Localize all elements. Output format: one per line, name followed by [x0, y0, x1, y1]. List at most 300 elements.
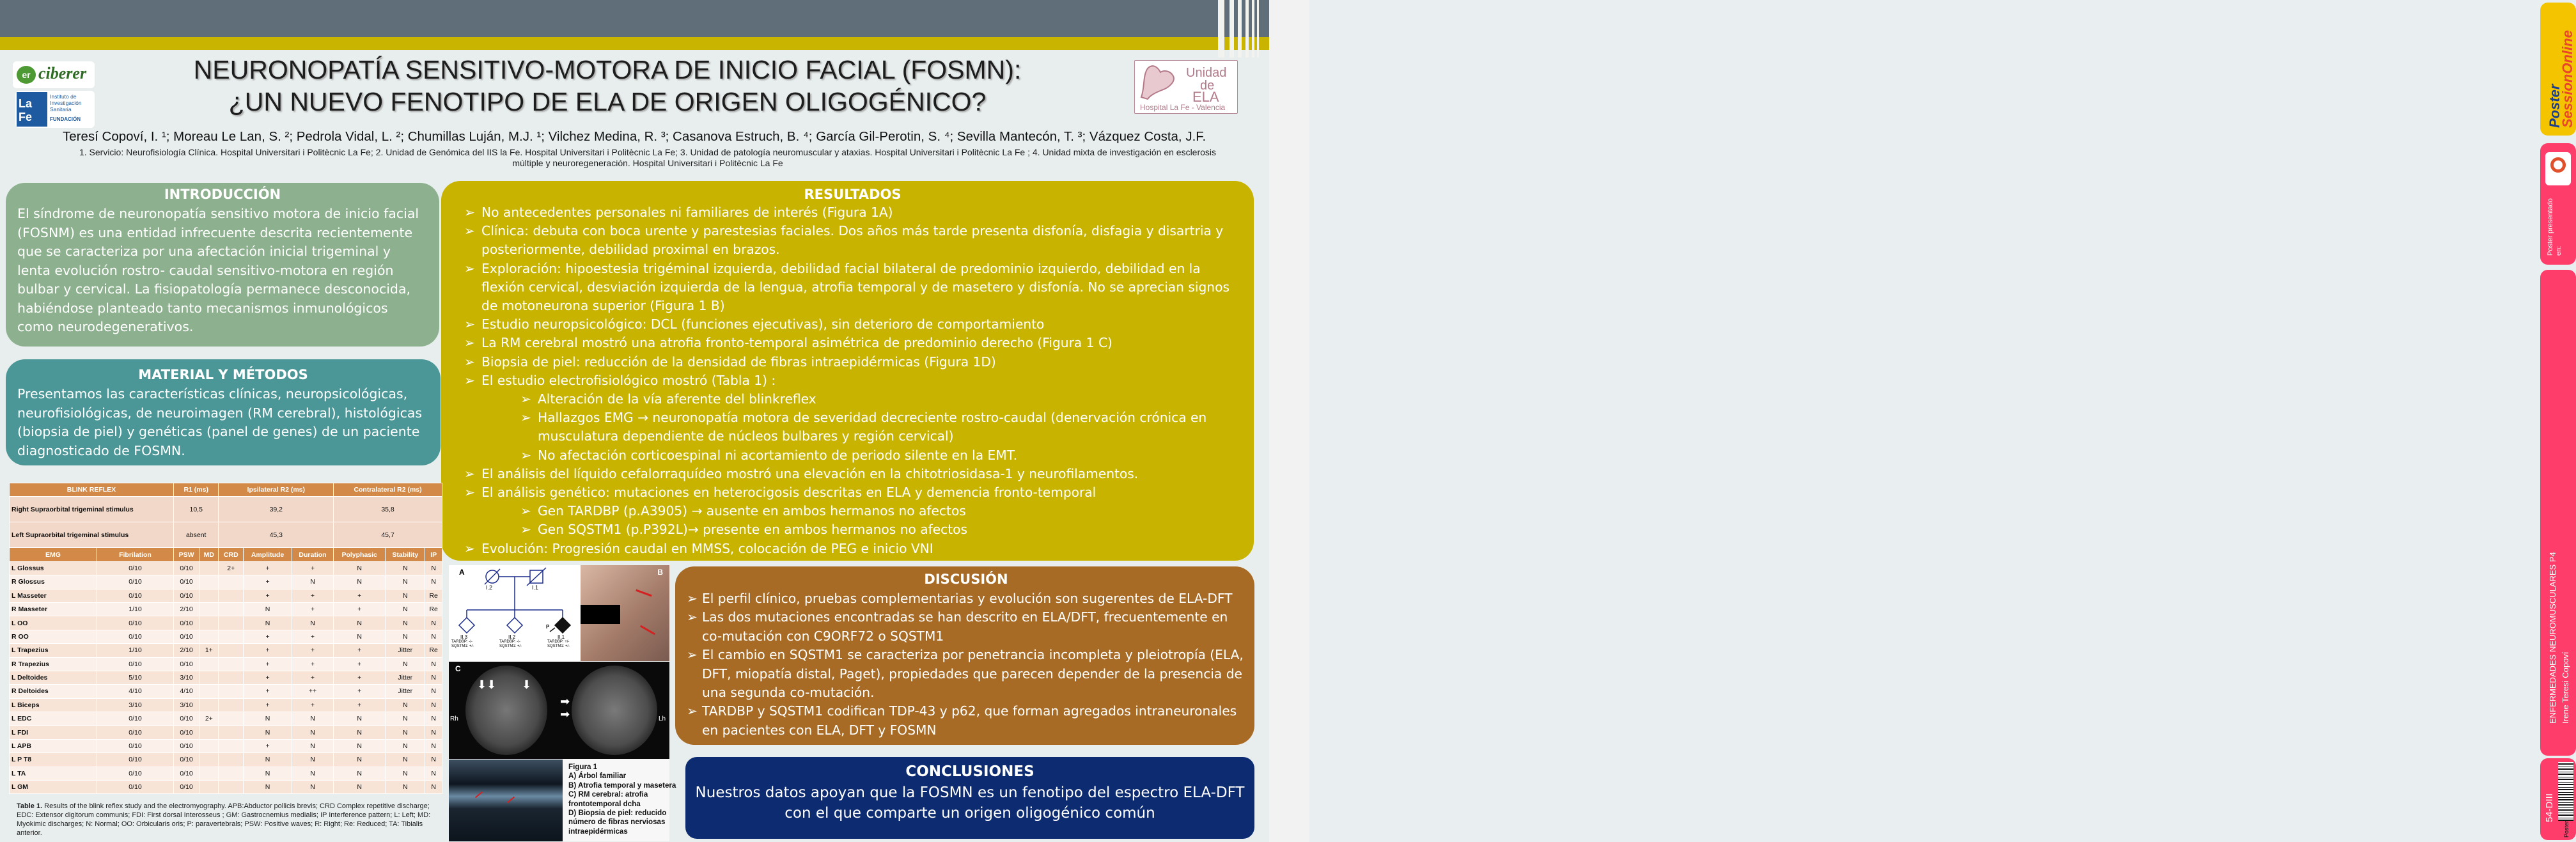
pedigree-i1: I.1: [532, 584, 539, 591]
table-cell: [199, 616, 219, 630]
results-subitem: ➢ Gen SQSTM1 (p.P392L)→ presente en ambos hermanos no afectos: [520, 520, 1241, 539]
blink-header-row: [10, 483, 442, 497]
discussion-item: ➢ El perfil clínico, pruebas complementarias y evolución son sugerentes de ELA-DFT: [687, 589, 1245, 608]
table-cell: 35,8: [334, 497, 442, 522]
table-cell: 45,3: [219, 522, 334, 548]
table-cell: +: [292, 589, 333, 602]
table-cell: L Glossus: [10, 561, 97, 575]
unidad-ela-hospital: Hospital La Fe - Valencia: [1140, 103, 1226, 112]
table-cell: 0/10: [97, 630, 173, 643]
authors: Teresí Copoví, I. ¹; Moreau Le Lan, S. ²; Pedrola Vidal, L. ²; Chumillas Luján, M.J. ¹; Vilchez Medina, R. ³; Casanova Estruch, B. ⁴; García Gil-Perotin, S. ⁴; Sevilla Mantecón, T. ³; Vázquez Costa, J.F.: [63, 129, 1206, 144]
table-header-cell: IP: [425, 548, 442, 561]
table-cell: N: [386, 698, 425, 712]
table-cell: N: [425, 616, 442, 630]
table-cell: [199, 685, 219, 698]
table-cell: N: [292, 739, 333, 752]
table-cell: N: [425, 698, 442, 712]
table-cell: N: [425, 685, 442, 698]
table-cell: [219, 685, 244, 698]
results-table: [9, 483, 442, 794]
table-cell: [199, 575, 219, 589]
table-cell: N: [425, 739, 442, 752]
table-cell: N: [244, 712, 292, 726]
top-banner: [0, 0, 1269, 37]
emg-row: [10, 561, 442, 575]
table-cell: +: [334, 671, 386, 684]
table-cell: N: [292, 781, 333, 794]
table-cell: N: [334, 753, 386, 767]
emg-row: [10, 575, 442, 589]
table-cell: [199, 753, 219, 767]
table-cell: 0/10: [173, 575, 199, 589]
mri-arrow-icon: ➡: [560, 708, 570, 721]
table-cell: N: [292, 712, 333, 726]
mri-panel: [449, 662, 669, 759]
banner-bar: [1238, 0, 1242, 58]
table-cell: N: [292, 726, 333, 739]
table-cell: N: [292, 767, 333, 780]
figure-caption-line: C) RM cerebral: atrofia frontotemporal dcha: [568, 790, 648, 808]
table-cell: [219, 726, 244, 739]
mri-right-image: [572, 666, 657, 755]
discussion-item: ➢ TARDBP y SQSTM1 codifican TDP-43 y p62, que forman agregados intraneuronales en pacientes con ELA, DFT y FOSMN: [687, 702, 1245, 740]
mri-arrow-icon: ⬇: [522, 678, 532, 691]
table-cell: N: [334, 712, 386, 726]
banner-bar: [1218, 0, 1224, 58]
table-cell: L Deltoides: [10, 671, 97, 684]
table-cell: +: [244, 739, 292, 752]
table-cell: N: [425, 630, 442, 643]
poster-title-line1: NEURONOPATÍA SENSITIVO-MOTORA DE INICIO FACIAL (FOSMN):: [193, 55, 1022, 84]
emg-row: [10, 739, 442, 752]
table-cell: N: [425, 781, 442, 794]
table-cell: N: [334, 739, 386, 752]
mri-left-label: Rh: [450, 715, 458, 722]
table-cell: L P T8: [10, 753, 97, 767]
table-cell: 3/10: [97, 698, 173, 712]
banner-bar: [1229, 0, 1234, 58]
table-cell: N: [386, 726, 425, 739]
table-cell: N: [425, 561, 442, 575]
table-cell: N: [425, 657, 442, 671]
table-cell: N: [386, 630, 425, 643]
figure-caption: [568, 763, 677, 836]
table-cell: L Biceps: [10, 698, 97, 712]
emg-row: [10, 671, 442, 684]
emg-row: [10, 630, 442, 643]
discussion-item: ➢ Las dos mutaciones encontradas se han descrito en ELA/DFT, frecuentemente en co-mutación con C9ORF72 o SQSTM1: [687, 608, 1245, 646]
table-cell: L EDC: [10, 712, 97, 726]
emg-row: [10, 616, 442, 630]
table-cell: +: [244, 644, 292, 657]
table-cell: 0/10: [173, 753, 199, 767]
table-cell: [199, 739, 219, 752]
table-cell: N: [244, 726, 292, 739]
emg-row: [10, 726, 442, 739]
table-caption-label: Table 1.: [17, 802, 43, 810]
table-cell: N: [425, 712, 442, 726]
table-header-cell: BLINK REFLEX: [10, 483, 174, 497]
table-cell: 5/10: [97, 671, 173, 684]
table-cell: 0/10: [173, 739, 199, 752]
table-cell: 0/10: [97, 726, 173, 739]
table-cell: N: [386, 602, 425, 616]
sidebar-brand-poster: Poster: [2547, 84, 2563, 128]
table-cell: +: [244, 630, 292, 643]
table-header-cell: Stability: [386, 548, 425, 561]
sidebar-code-text: 54-DIII: [2544, 793, 2555, 822]
ciberer-logo: [13, 61, 95, 88]
table-cell: Re: [425, 589, 442, 602]
table-header-cell: PSW: [173, 548, 199, 561]
poster: [0, 0, 1269, 842]
barcode: [2558, 762, 2573, 821]
table-cell: L APB: [10, 739, 97, 752]
table-cell: 0/10: [97, 561, 173, 575]
table-cell: +: [292, 644, 333, 657]
sidebar-code: [2540, 758, 2576, 840]
sidebar-brand: [2540, 3, 2576, 136]
discussion-heading: DISCUSIÓN: [924, 572, 1008, 587]
table-header-cell: Ipsilateral R2 (ms): [219, 483, 334, 497]
results-item: ➢ Clínica: debuta con boca urente y parestesias faciales. Dos años más tarde presenta disfonía, disfagia y disartria y posteriormente, debilidad proximal en brazos.: [464, 222, 1241, 259]
pedigree-ii1: II.1: [558, 634, 565, 640]
sidebar-presented: [2540, 143, 2576, 265]
table-cell: L Trapezius: [10, 644, 97, 657]
table-caption: [17, 802, 439, 838]
table-cell: N: [425, 767, 442, 780]
table-cell: N: [244, 616, 292, 630]
table-cell: N: [386, 767, 425, 780]
emg-row: [10, 781, 442, 794]
table-cell: Right Supraorbital trigeminal stimulus: [10, 497, 174, 522]
conclusions-heading: CONCLUSIONES: [905, 763, 1034, 780]
barcode-label: Poster: [2563, 820, 2570, 838]
table-cell: [219, 739, 244, 752]
table-cell: [199, 589, 219, 602]
table-cell: 10,5: [173, 497, 219, 522]
table-cell: 0/10: [97, 739, 173, 752]
banner-bar: [1257, 0, 1259, 58]
figure-label-b: B: [657, 568, 663, 577]
table-cell: Re: [425, 602, 442, 616]
hand-logo-icon: [1136, 62, 1181, 102]
table-cell: 0/10: [173, 657, 199, 671]
table-cell: N: [292, 575, 333, 589]
table-cell: N: [425, 726, 442, 739]
table-cell: +: [334, 698, 386, 712]
figure-caption-title: Figura 1: [568, 763, 598, 771]
results-subitem: ➢ Hallazgos EMG → neuronopatía motora de severidad decreciente rostro-caudal (denervación crónica en musculatura dependiente de núcleos bulbares y región cervical): [520, 409, 1241, 446]
table-cell: +: [334, 644, 386, 657]
biopsy-arrow-icon: [507, 797, 515, 804]
table-cell: N: [386, 739, 425, 752]
table-cell: [219, 781, 244, 794]
table-cell: +: [244, 671, 292, 684]
blink-row: [10, 522, 442, 548]
table-cell: Left Supraorbital trigeminal stimulus: [10, 522, 174, 548]
table-cell: 2+: [199, 712, 219, 726]
table-cell: 0/10: [97, 616, 173, 630]
table-cell: R Deltoides: [10, 685, 97, 698]
discussion-list: [687, 589, 1245, 740]
table-cell: L GM: [10, 781, 97, 794]
table-cell: [219, 767, 244, 780]
table-cell: [219, 657, 244, 671]
figure-caption-line: A) Árbol familiar: [568, 772, 627, 781]
table-cell: 1/10: [97, 602, 173, 616]
table-cell: +: [292, 602, 333, 616]
table-cell: [199, 657, 219, 671]
banner-bar: [1245, 0, 1249, 58]
introduction-text: El síndrome de neuronopatía sensitivo motora de inicio facial (FOSNM) es una entidad infrecuente descrita recientemente que se caracteriza por una afectación inicial trigeminal y lenta evolución rostro- caudal sensitivo-motora en región bulbar y cervical. La fisiopatología permanece desconocida, habiéndose planteado tanto mecanismos inmunológicos como neurodegenerativos.: [17, 206, 419, 334]
table-cell: 1+: [199, 644, 219, 657]
table-cell: 2/10: [173, 644, 199, 657]
table-cell: +: [244, 561, 292, 575]
table-header-cell: Polyphasic: [334, 548, 386, 561]
table-cell: 1/10: [97, 644, 173, 657]
congress-logo-icon: [2550, 157, 2566, 173]
pedigree-ii2: II.2: [508, 634, 516, 640]
table-cell: N: [244, 767, 292, 780]
results-list: [464, 203, 1241, 558]
results-item: ➢ Biopsia de piel: reducción de la densidad de fibras intraepidérmicas (Figura 1D): [464, 353, 1241, 371]
table-cell: 3/10: [173, 671, 199, 684]
table-cell: N: [292, 753, 333, 767]
patient-photo: [581, 565, 669, 661]
table-cell: [199, 698, 219, 712]
table-cell: N: [425, 671, 442, 684]
pedigree-i2: I.2: [486, 584, 493, 591]
table-cell: N: [386, 753, 425, 767]
table-cell: N: [386, 657, 425, 671]
table-header-cell: Duration: [292, 548, 333, 561]
table-cell: +: [334, 589, 386, 602]
table-header-cell: R1 (ms): [173, 483, 219, 497]
introduction-panel: [6, 183, 439, 347]
table-cell: N: [386, 561, 425, 575]
table-cell: [219, 575, 244, 589]
table-cell: 45,7: [334, 522, 442, 548]
table-cell: [219, 602, 244, 616]
table-cell: N: [244, 602, 292, 616]
emg-row: [10, 753, 442, 767]
congress-logo: [2545, 152, 2571, 185]
lafe-logo-mark: La Fe: [17, 92, 47, 127]
table-cell: [199, 726, 219, 739]
table-cell: N: [386, 781, 425, 794]
methods-text: Presentamos las características clínicas, neuropsicológicas, neurofisiológicas, de neuroimagen (RM cerebral), histológicas (biopsia de piel) y genéticas (panel de genes) de un paciente diagnosticado de FOSMN.: [17, 386, 423, 458]
pedigree-ii1-genotype: TARDBP: +/- SQSTM1: +/-: [547, 640, 570, 648]
table-cell: 39,2: [219, 497, 334, 522]
table-header-cell: Contralateral R2 (ms): [334, 483, 442, 497]
table-cell: N: [334, 575, 386, 589]
table-cell: 0/10: [97, 589, 173, 602]
table-cell: +: [244, 698, 292, 712]
table-cell: +: [244, 657, 292, 671]
table-cell: [199, 781, 219, 794]
results-item: ➢ Evolución: Progresión caudal en MMSS, colocación de PEG e inicio VNI: [464, 540, 1241, 558]
sidebar-category-text: ENFERMEDADES NEUROMUSCULARES P4: [2548, 552, 2557, 724]
pedigree-ii3-genotype: TARDBP: -/- SQSTM1: +/-: [451, 640, 474, 648]
emg-row: [10, 698, 442, 712]
conclusions-panel: [685, 757, 1254, 839]
table-header-cell: CRD: [219, 548, 244, 561]
photo-arrow-icon: [640, 625, 655, 635]
emg-row: [10, 685, 442, 698]
table-cell: L Masseter: [10, 589, 97, 602]
poster-title-line2: ¿UN NUEVO FENOTIPO DE ELA DE ORIGEN OLIGOGÉNICO?: [228, 87, 987, 116]
table-cell: N: [334, 767, 386, 780]
emg-row: [10, 589, 442, 602]
table-cell: N: [386, 589, 425, 602]
sidebar-category: [2540, 270, 2576, 756]
table-cell: +: [292, 698, 333, 712]
sidebar-author: Irene Teresi Copoví: [2561, 651, 2570, 724]
table-cell: N: [334, 616, 386, 630]
figure-caption-line: B) Atrofia temporal y masetera: [568, 781, 676, 790]
poster-session-sidebar: [1269, 0, 2575, 842]
unidad-ela-line3: ELA: [1192, 89, 1219, 105]
table-cell: R OO: [10, 630, 97, 643]
results-subitem: ➢ Gen TARDBP (p.A3905) → ausente en ambos hermanos no afectos: [520, 502, 1241, 520]
table-cell: Jitter: [386, 644, 425, 657]
table-cell: 4/10: [97, 685, 173, 698]
figure-caption-line: D) Biopsia de piel: reducido número de fibras nerviosas intraepidérmicas: [568, 809, 667, 836]
mri-right-label: Lh: [659, 715, 666, 722]
unidad-ela-logo: [1134, 60, 1238, 114]
sidebar-brand-session: SessionOnline: [2559, 30, 2575, 128]
table-cell: N: [244, 781, 292, 794]
table-cell: +: [292, 657, 333, 671]
results-item: ➢ No antecedentes personales ni familiares de interés (Figura 1A): [464, 203, 1241, 222]
table-cell: 0/10: [97, 657, 173, 671]
table-cell: 2+: [219, 561, 244, 575]
skin-biopsy-image: [449, 760, 563, 841]
eye-censor-bar: [581, 605, 620, 624]
pedigree-proband: P: [546, 624, 550, 630]
mri-arrow-icon: ➡: [560, 695, 570, 708]
table-cell: N: [425, 753, 442, 767]
emg-row: [10, 657, 442, 671]
table-cell: 0/10: [173, 589, 199, 602]
pedigree-panel: [449, 565, 581, 661]
table-cell: +: [292, 561, 333, 575]
table-cell: 0/10: [173, 781, 199, 794]
table-cell: N: [334, 726, 386, 739]
methods-heading: MATERIAL Y MÉTODOS: [138, 367, 308, 382]
table-cell: 0/10: [173, 561, 199, 575]
table-cell: 0/10: [97, 767, 173, 780]
mri-arrow-icon: ⬇⬇: [477, 678, 497, 691]
top-stripe: [0, 37, 1269, 50]
lafe-logo-subtitle: Instituto de Investigación Sanitaria: [50, 93, 82, 113]
table-cell: N: [292, 616, 333, 630]
table-cell: [199, 561, 219, 575]
table-cell: N: [386, 575, 425, 589]
ciberer-logo-mark: er: [17, 66, 36, 84]
table-cell: L OO: [10, 616, 97, 630]
table-cell: 4/10: [173, 685, 199, 698]
table-cell: 0/10: [97, 753, 173, 767]
table-cell: [219, 671, 244, 684]
table-cell: +: [244, 575, 292, 589]
table-cell: +: [292, 630, 333, 643]
table-cell: [219, 644, 244, 657]
results-item: ➢ El análisis genético: mutaciones en heterocigosis descritas en ELA y demencia fronto-temporal: [464, 483, 1241, 502]
table-cell: [219, 616, 244, 630]
table-header-cell: Fibrilation: [97, 548, 173, 561]
table-header-cell: Amplitude: [244, 548, 292, 561]
table-cell: Re: [425, 644, 442, 657]
table-cell: N: [386, 616, 425, 630]
conclusions-text: Nuestros datos apoyan que la FOSMN es un fenotipo del espectro ELA-DFT con el que comparte un origen oligogénico común: [695, 784, 1245, 822]
table-cell: +: [292, 671, 333, 684]
table-cell: [219, 698, 244, 712]
emg-row: [10, 602, 442, 616]
results-heading: RESULTADOS: [804, 187, 902, 202]
table-cell: 0/10: [173, 712, 199, 726]
table-cell: absent: [173, 522, 219, 548]
blink-row: [10, 497, 442, 522]
discussion-panel: [675, 566, 1254, 745]
emg-row: [10, 767, 442, 780]
results-subitem: ➢ No afectación corticoespinal ni acortamiento de periodo silente en la EMT.: [520, 446, 1241, 465]
unidad-ela-line1: Unidad: [1186, 66, 1227, 80]
table-cell: R Trapezius: [10, 657, 97, 671]
table-cell: N: [334, 630, 386, 643]
table-cell: 0/10: [173, 767, 199, 780]
unidad-ela-line2: de: [1200, 79, 1215, 93]
table-cell: 3/10: [173, 698, 199, 712]
pedigree-ii3: II.3: [460, 634, 468, 640]
lafe-logo-foundation: FUNDACIÓN: [50, 116, 81, 122]
table-cell: 0/10: [97, 575, 173, 589]
figure-label-a: A: [459, 568, 465, 577]
table-cell: R Masseter: [10, 602, 97, 616]
table-header-cell: EMG: [10, 548, 97, 561]
lafe-logo: [15, 91, 95, 128]
table-cell: N: [334, 781, 386, 794]
emg-row: [10, 712, 442, 726]
table-header-cell: MD: [199, 548, 219, 561]
pedigree-ii2-genotype: TARDBP: -/- SQSTM1: +/-: [499, 640, 522, 648]
table-cell: 2/10: [173, 602, 199, 616]
discussion-item: ➢ El cambio en SQSTM1 se caracteriza por penetrancia incompleta y pleiotropía (ELA, DFT, miopatía distal, Paget), propiedades que parecen depender de la presencia de una segunda co-mutación.: [687, 646, 1245, 702]
results-subitem: ➢ Alteración de la vía aferente del blinkreflex: [520, 390, 1241, 409]
table-cell: L TA: [10, 767, 97, 780]
introduction-heading: INTRODUCCIÓN: [164, 187, 281, 202]
figure-label-c: C: [455, 664, 461, 673]
emg-row: [10, 644, 442, 657]
table-cell: [219, 630, 244, 643]
table-cell: 0/10: [173, 630, 199, 643]
results-panel: [441, 181, 1254, 561]
table-cell: +: [334, 685, 386, 698]
table-cell: +: [244, 589, 292, 602]
table-cell: +: [334, 657, 386, 671]
table-cell: 0/10: [97, 712, 173, 726]
table-cell: Jitter: [386, 685, 425, 698]
methods-panel: [6, 359, 441, 465]
table-cell: [199, 767, 219, 780]
table-cell: N: [334, 561, 386, 575]
table-cell: ++: [292, 685, 333, 698]
table-cell: L FDI: [10, 726, 97, 739]
table-cell: [219, 753, 244, 767]
results-item: ➢ Estudio neuropsicológico: DCL (funciones ejecutivas), sin deterioro de comportamiento: [464, 315, 1241, 334]
table-cell: N: [386, 712, 425, 726]
